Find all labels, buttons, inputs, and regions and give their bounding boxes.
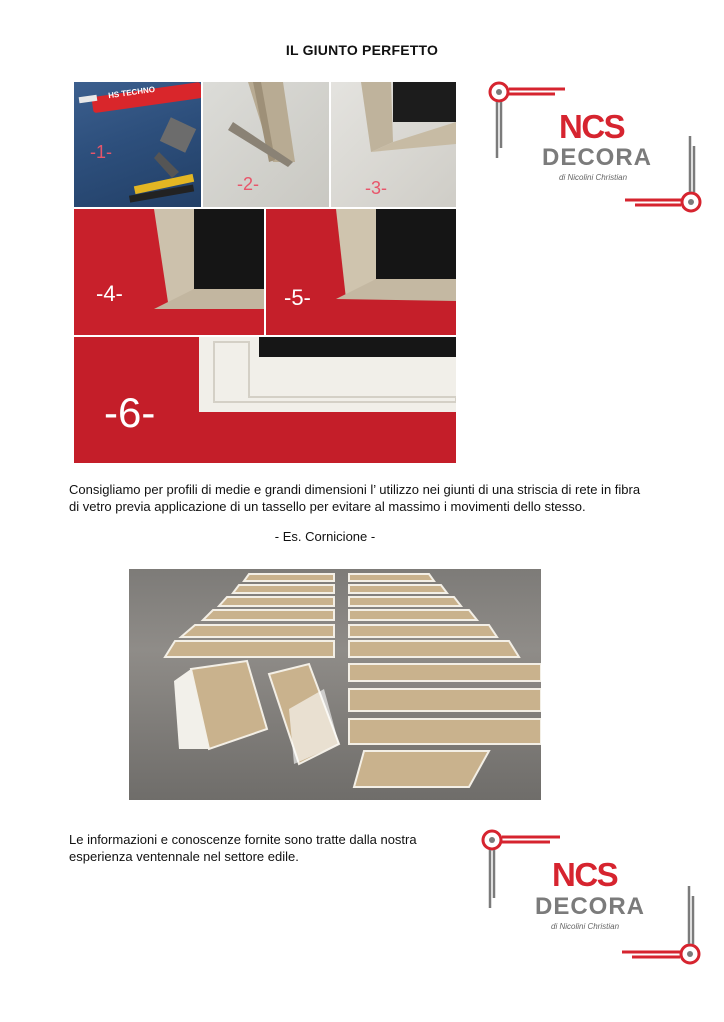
- step-6-number: -6-: [104, 389, 156, 436]
- step-6-photo: [74, 337, 456, 463]
- step-1-number: -1-: [90, 142, 112, 162]
- joint-steps-collage: [74, 82, 456, 463]
- step-4-photo: [74, 209, 264, 335]
- cornice-corner-illustration: [203, 82, 329, 207]
- step-1-photo: [74, 82, 201, 207]
- step-2-photo: [203, 82, 329, 207]
- tube-label: HS TECHNO: [107, 84, 156, 101]
- example-caption: - Es. Cornicione -: [274, 529, 376, 544]
- footer-note: Le informazioni e conoscenze fornite sono tratte dalla nostra esperienza ventennale nel settore edile.: [69, 832, 417, 864]
- cornice-profiles-photo: [129, 569, 541, 800]
- logo-brand: NCS: [552, 856, 618, 893]
- frame-corner-illustration: [74, 209, 264, 335]
- step-3-photo: [331, 82, 456, 207]
- step-3-number: -3-: [365, 178, 387, 198]
- logo-brand: NCS: [559, 108, 625, 145]
- step-4-number: -4-: [96, 281, 123, 306]
- frame-corner-illustration: [266, 209, 456, 335]
- ncs-decora-logo: [485, 78, 705, 216]
- logo-tagline: di Nicolini Christian: [559, 173, 628, 182]
- frame-corner-illustration: [331, 82, 456, 207]
- logo-tagline: di Nicolini Christian: [551, 922, 620, 931]
- document-title: IL GIUNTO PERFETTO: [285, 42, 439, 58]
- step-5-number: -5-: [284, 285, 311, 310]
- logo-name: DECORA: [542, 144, 653, 171]
- step-2-number: -2-: [237, 174, 259, 194]
- logo-name: DECORA: [535, 893, 646, 920]
- intro-paragraph: Consigliamo per profili di medie e grandi dimensioni l’ utilizzo nei giunti di una striscia di rete in fibra di vetro previa applicazione di un tassello per evitare al massimo i movimenti dello stesso.: [69, 482, 641, 514]
- step-5-photo: [266, 209, 456, 335]
- cornice-profiles-illustration: [129, 569, 541, 800]
- ncs-decora-logo-footer: [478, 826, 704, 968]
